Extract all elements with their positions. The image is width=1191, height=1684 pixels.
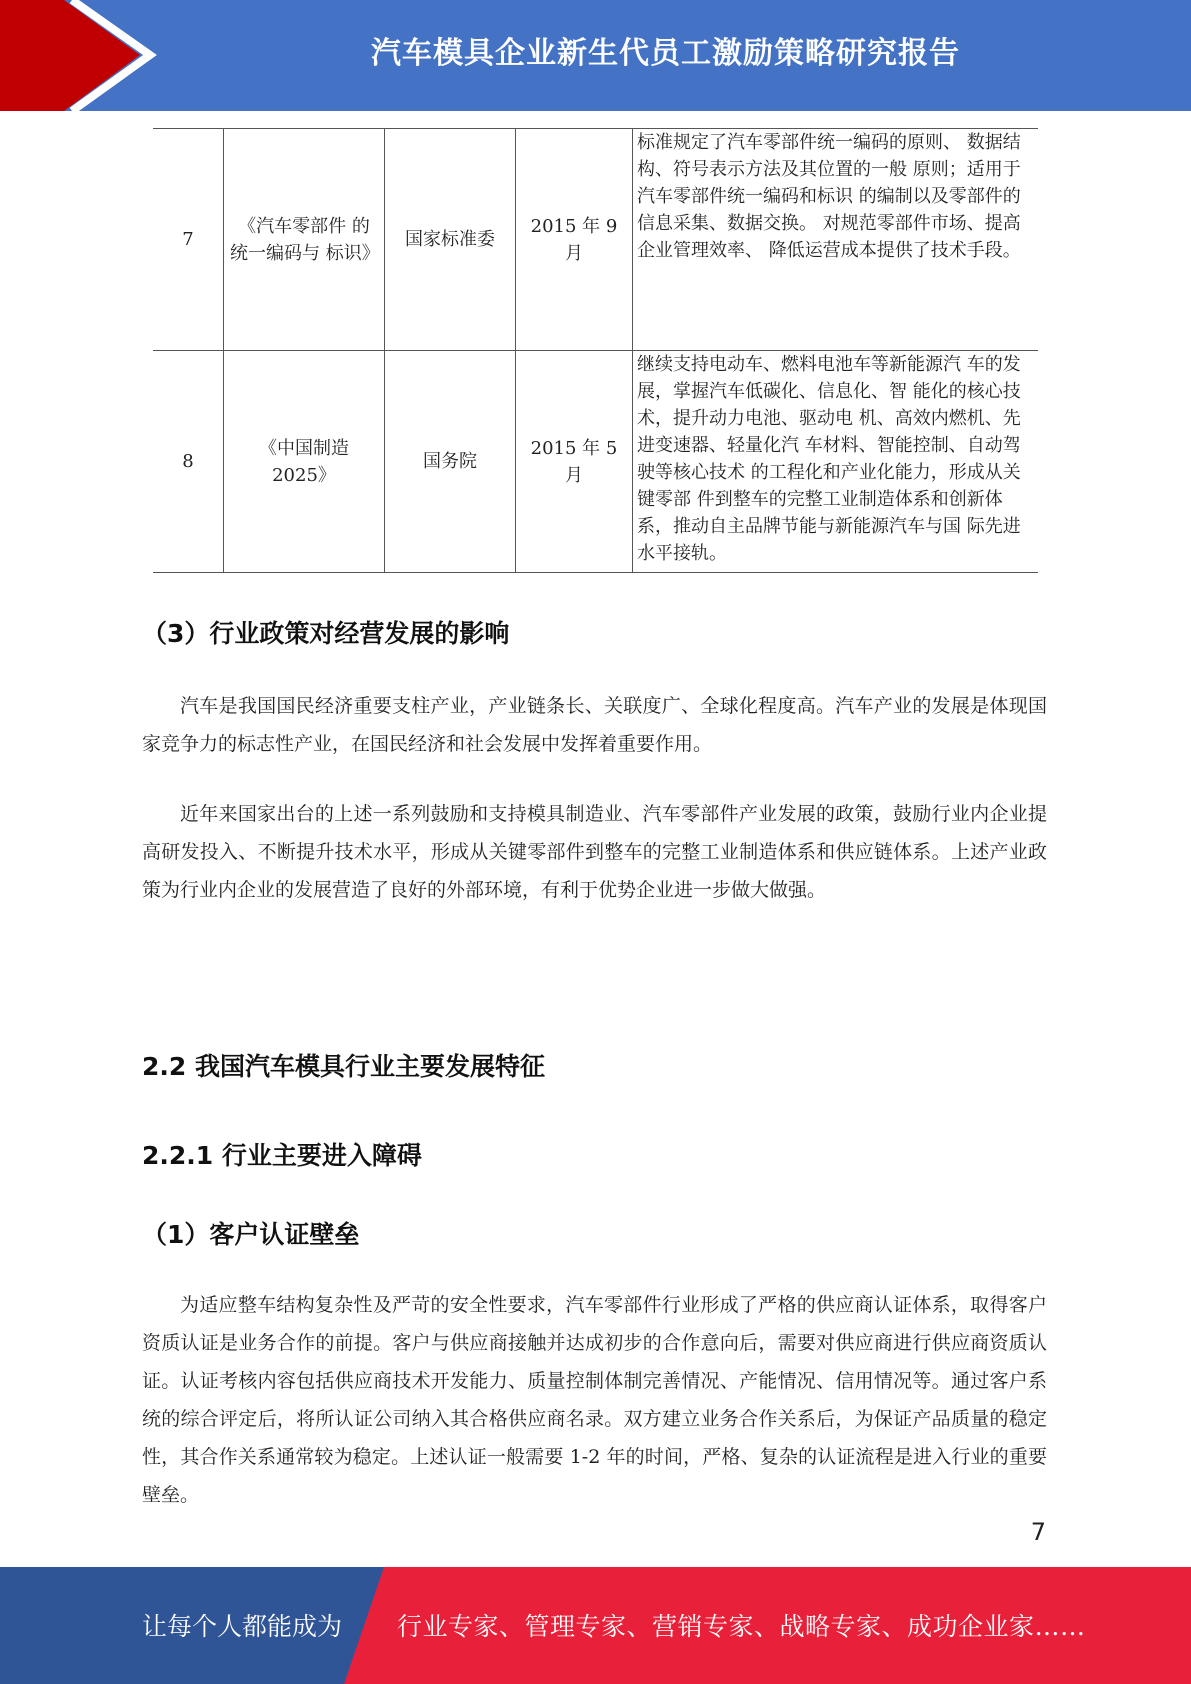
policy-date: 2015 年 5 月 [516,351,633,573]
section-heading-2-2: 2.2 我国汽车模具行业主要发展特征 [142,1052,545,1081]
policy-content: 继续支持电动车、燃料电池车等新能源汽 车的发展，掌握汽车低碳化、信息化、智 能化的核心技术，提升动力电池、驱动电 机、高效内燃机、先进变速器、轻量化汽 车材料、智能控制、自动驾驶等核心技术 的工程化和产业化能力，形成从关键零部 件到整车的完整工业制造体系和创新体 系，推动自主品牌节能与新能源汽车与国 际先进水平接轨。 [633,351,1039,573]
table-row [153,351,1038,573]
policy-content: 标准规定了汽车零部件统一编码的原则、 数据结构、符号表示方法及其位置的一般 原则；适用于汽车零部件统一编码和标识 的编制以及零部件的信息采集、数据交换。 对规范零部件市场、提高企业管理效率、 降低运营成本提供了技术手段。 [633,129,1039,351]
page-footer [0,1567,1191,1684]
footer-slogan-left: 让每个人都能成为 [142,1612,343,1641]
paragraph: 为适应整车结构复杂性及严苛的安全性要求，汽车零部件行业形成了严格的供应商认证体系，取得客户资质认证是业务合作的前提。客户与供应商接触并达成初步的合作意向后，需要对供应商进行供应商资质认证。认证考核内容包括供应商技术开发能力、质量控制体制完善情况、产能情况、信用情况等。通过客户系统的综合评定后，将所认证公司纳入其合格供应商名录。双方建立业务合作关系后，为保证产品质量的稳定性，其合作关系通常较为稳定。上述认证一般需要 1-2 年的时间，严格、复杂的认证流程是进入行业的重要壁垒。 [142,1294,1047,1506]
page-header [0,0,1191,111]
section-heading-2-2-1: 2.2.1 行业主要进入障碍 [142,1141,422,1170]
footer-slogan-right: 行业专家、管理专家、营销专家、战略专家、成功企业家…… [397,1612,1086,1641]
paragraph: 汽车是我国国民经济重要支柱产业，产业链条长、关联度广、全球化程度高。汽车产业的发展是体现国家竞争力的标志性产业，在国民经济和社会发展中发挥着重要作用。 [142,695,1047,755]
policy-issuer: 国家标准委 [385,129,516,351]
report-title: 汽车模具企业新生代员工激励策略研究报告 [371,36,960,71]
policy-date: 2015 年 9 月 [516,129,633,351]
row-number: 8 [153,351,224,573]
section-heading-policy-impact: （3）行业政策对经营发展的影响 [142,619,510,648]
paragraph: 近年来国家出台的上述一系列鼓励和支持模具制造业、汽车零部件产业发展的政策，鼓励行业内企业提高研发投入、不断提升技术水平，形成从关键零部件到整车的完整工业制造体系和供应链体系。上述产业政策为行业内企业的发展营造了良好的外部环境，有利于优势企业进一步做大做强。 [142,803,1047,901]
policy-issuer: 国务院 [385,351,516,573]
policy-name: 《汽车零部件 的统一编码与 标识》 [224,129,385,351]
table-row [153,129,1038,351]
policy-table [153,128,1038,573]
policy-name: 《中国制造 2025》 [224,351,385,573]
row-number: 7 [153,129,224,351]
section-heading-customer-cert: （1）客户认证壁垒 [142,1220,360,1249]
page-number: 7 [1030,1518,1046,1546]
